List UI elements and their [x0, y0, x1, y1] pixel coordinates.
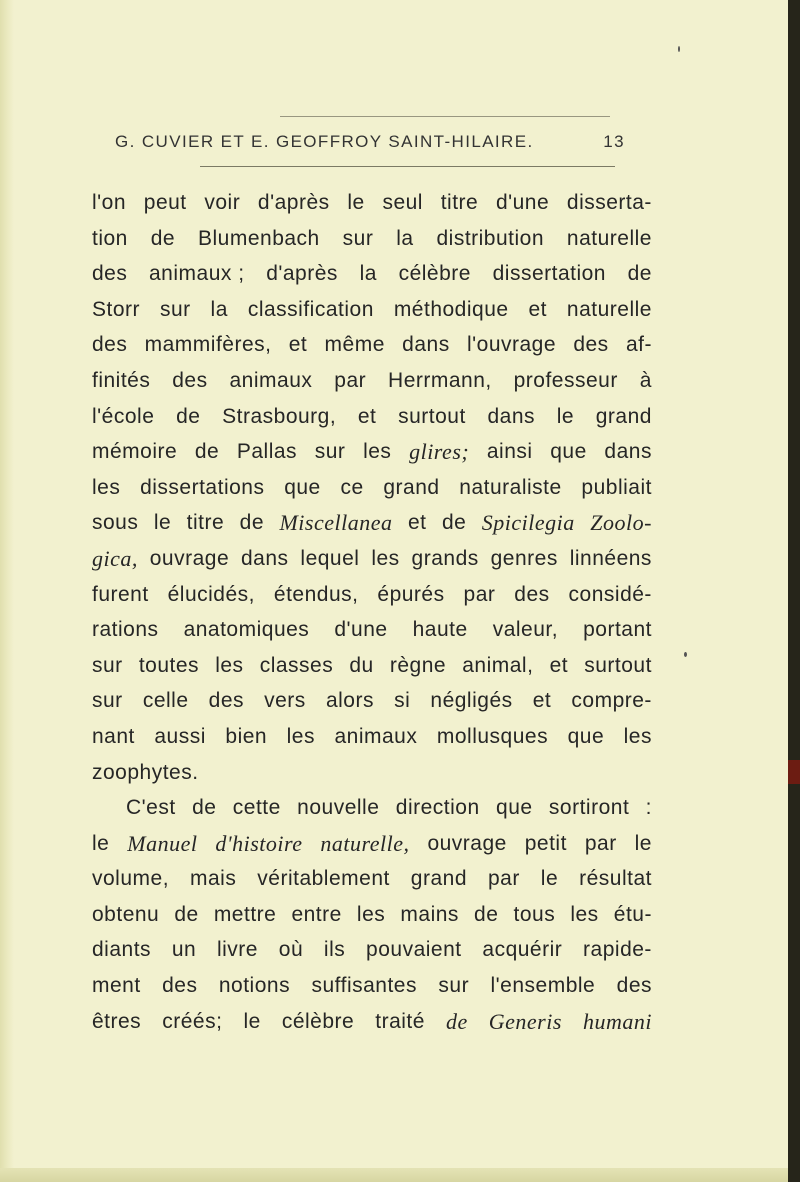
word: notions — [218, 974, 291, 998]
word: par — [487, 867, 520, 891]
word: des — [172, 368, 208, 392]
word: le — [153, 511, 172, 535]
word: rations — [92, 618, 159, 642]
word: les — [92, 475, 121, 499]
word: humani — [582, 1008, 652, 1034]
word: sur — [159, 297, 191, 321]
word: célèbre — [281, 1009, 355, 1033]
word: furent — [92, 582, 149, 606]
word: toutes — [138, 653, 200, 677]
word: lequel — [300, 546, 360, 570]
word: ce — [340, 475, 364, 499]
word: ouvrage — [427, 831, 507, 855]
word: le — [634, 831, 652, 855]
text-line — [92, 434, 652, 470]
word: mais — [189, 867, 237, 891]
word: mémoire — [92, 440, 178, 464]
word: vers — [264, 689, 306, 713]
word: étendus, — [273, 582, 359, 606]
word: du — [349, 653, 374, 677]
word: valeur, — [492, 618, 559, 642]
word: de — [150, 226, 176, 250]
word: par — [334, 368, 367, 392]
word: de — [445, 1008, 468, 1034]
word: ment — [92, 974, 141, 998]
word: C'est — [126, 796, 176, 820]
word: que — [550, 440, 587, 464]
text-line — [92, 719, 652, 755]
word: sur — [342, 226, 374, 250]
word: classes — [259, 653, 334, 677]
word: des — [92, 262, 128, 286]
text-line — [92, 399, 652, 435]
word: aussi — [154, 724, 206, 748]
text-line — [92, 363, 652, 399]
word: suffisantes — [311, 974, 417, 998]
word: mains — [400, 902, 459, 926]
word: de — [192, 796, 217, 820]
word: compre- — [571, 689, 652, 713]
word: le — [243, 1009, 261, 1033]
word: alors — [325, 689, 374, 713]
word: tous — [513, 902, 556, 926]
word: de — [174, 902, 199, 926]
word: af- — [625, 333, 652, 357]
word: glires; — [409, 439, 470, 465]
word: Miscellanea — [279, 510, 393, 536]
ink-speck — [684, 652, 687, 657]
word: célèbre — [398, 262, 471, 286]
word: de — [627, 262, 652, 286]
running-header — [115, 132, 625, 152]
word: publiait — [581, 475, 652, 499]
word: négligés — [430, 689, 513, 713]
text-line — [92, 292, 652, 328]
text-line — [92, 932, 652, 968]
text-line — [92, 826, 652, 862]
word: dans — [487, 404, 536, 428]
word: que — [284, 475, 321, 499]
word: ils — [323, 938, 346, 962]
text-line — [92, 221, 652, 257]
word: grand — [595, 404, 652, 428]
word: nant — [92, 724, 135, 748]
word: mammifères, — [144, 333, 272, 357]
word: résultat — [579, 867, 652, 891]
running-title: G. CUVIER ET E. GEOFFROY SAINT-HILAIRE. — [115, 132, 534, 151]
word: Spicilegia — [481, 510, 575, 536]
word: véritablement — [257, 867, 390, 891]
word: direction — [395, 796, 480, 820]
word: sur — [92, 689, 123, 713]
word: de — [176, 404, 201, 428]
word: les — [286, 724, 315, 748]
page-gutter-shadow — [0, 0, 14, 1182]
word: Generis — [488, 1008, 562, 1034]
word: genres — [490, 546, 558, 570]
text-line — [92, 790, 652, 826]
book-cover-edge — [788, 0, 800, 1182]
word: et — [528, 297, 547, 321]
word: où — [278, 938, 304, 962]
word: et — [407, 511, 427, 535]
word: l'école — [92, 404, 155, 428]
word: d'une — [334, 618, 388, 642]
word: par — [463, 582, 496, 606]
word: des — [208, 689, 244, 713]
word: classification — [247, 297, 374, 321]
word: le — [92, 831, 110, 855]
text-line — [92, 755, 652, 791]
word: Zoolo- — [590, 510, 652, 536]
text-line — [92, 648, 652, 684]
word: les — [570, 902, 599, 926]
word: des — [92, 333, 128, 357]
word: des — [573, 333, 609, 357]
word: ouvrage — [149, 546, 230, 570]
text-line — [92, 612, 652, 648]
word: la — [359, 262, 377, 286]
text-line — [92, 256, 652, 292]
word: à — [639, 368, 652, 392]
word: étu- — [613, 902, 652, 926]
word: la — [210, 297, 228, 321]
word: naturelle — [566, 297, 652, 321]
ink-speck — [678, 46, 680, 52]
word: animaux — [334, 724, 418, 748]
word: animal, — [462, 653, 534, 677]
word: titre — [440, 191, 479, 214]
word: voir — [204, 191, 241, 214]
word: les — [215, 653, 244, 677]
word: grands — [411, 546, 479, 570]
word: surtout — [584, 653, 652, 677]
word: Storr — [92, 297, 141, 321]
word: considé- — [568, 582, 652, 606]
word: d'après — [266, 262, 338, 286]
cover-red-mark — [788, 760, 800, 784]
word: linnéens — [569, 546, 652, 570]
word: finités — [92, 368, 151, 392]
word: de — [474, 902, 499, 926]
word: de — [239, 511, 264, 535]
word: Herrmann, — [388, 368, 492, 392]
word: élucidés, — [167, 582, 255, 606]
page-number: 13 — [603, 132, 625, 151]
word: dissertations — [140, 475, 265, 499]
word: ainsi — [486, 440, 533, 464]
word: : — [645, 796, 652, 820]
word: seul — [382, 191, 423, 214]
text-line — [92, 683, 652, 719]
text-line — [92, 541, 652, 577]
word: naturelle — [566, 226, 652, 250]
word: par — [584, 831, 617, 855]
word: rapide- — [583, 938, 652, 962]
word: naturaliste — [459, 475, 562, 499]
word: dans — [604, 440, 652, 464]
body-text — [92, 185, 652, 1039]
word: sortiront — [548, 796, 630, 820]
word: grand — [383, 475, 440, 499]
word: sur — [438, 974, 470, 998]
text-line — [92, 897, 652, 933]
word: si — [394, 689, 411, 713]
text-line — [92, 185, 652, 221]
word: anatomiques — [183, 618, 310, 642]
word: de — [194, 440, 220, 464]
text-line — [92, 470, 652, 506]
text-line — [92, 327, 652, 363]
word: et — [549, 653, 569, 677]
word: l'ouvrage — [466, 333, 557, 357]
word: les — [356, 902, 386, 926]
word: de — [441, 511, 467, 535]
text-line — [92, 505, 652, 541]
word: dissertation — [492, 262, 606, 286]
word: Pallas — [236, 440, 298, 464]
word: Blumenbach — [198, 226, 320, 250]
word: mettre — [213, 902, 277, 926]
word: et — [288, 333, 308, 357]
text-line — [92, 861, 652, 897]
word: Strasbourg, — [222, 404, 337, 428]
word: portant — [583, 618, 652, 642]
word: d'après — [257, 191, 330, 214]
header-top-rule — [280, 116, 610, 117]
word: des — [514, 582, 550, 606]
word: acquérir — [482, 938, 563, 962]
word: naturelle, — [320, 830, 410, 856]
word: petit — [524, 831, 567, 855]
word: haute — [412, 618, 468, 642]
word: Manuel — [127, 830, 198, 856]
word: un — [171, 938, 197, 962]
word: peut — [143, 191, 187, 214]
word: mollusques — [436, 724, 549, 748]
text-line — [92, 968, 652, 1004]
word: distribution — [436, 226, 545, 250]
word: les — [363, 440, 392, 464]
word: disserta- — [566, 191, 652, 214]
word: surtout — [398, 404, 466, 428]
word: des — [616, 974, 652, 998]
word: et — [532, 689, 552, 713]
word: dans — [402, 333, 450, 357]
word: méthodique — [393, 297, 509, 321]
word: épurés — [377, 582, 445, 606]
text-line — [92, 577, 652, 613]
word: les — [371, 546, 400, 570]
word: des — [162, 974, 198, 998]
word: dans — [241, 546, 289, 570]
word: entre — [291, 902, 342, 926]
word: animaux ; — [149, 262, 245, 286]
word: que — [567, 724, 605, 748]
word: le — [347, 191, 365, 214]
word: le — [540, 867, 559, 891]
word: obtenu — [92, 902, 160, 926]
word: diants — [92, 938, 152, 962]
word: celle — [142, 689, 189, 713]
word: zoophytes. — [92, 760, 199, 784]
word: d'une — [495, 191, 550, 214]
text-line — [92, 1004, 652, 1040]
word: professeur — [513, 368, 618, 392]
word: l'on — [92, 191, 127, 214]
word: la — [396, 226, 414, 250]
word: sous — [92, 511, 139, 535]
word: cette — [232, 796, 281, 820]
word: même — [324, 333, 385, 357]
word: le — [556, 404, 575, 428]
word: sur — [314, 440, 346, 464]
page-bottom-edge — [0, 1168, 788, 1182]
header-rule — [200, 166, 615, 167]
word: bien — [225, 724, 268, 748]
word: tion — [92, 226, 128, 250]
word: règne — [389, 653, 447, 677]
word: gica, — [92, 545, 138, 571]
word: d'histoire — [215, 830, 303, 856]
word: sur — [92, 653, 123, 677]
word: les — [623, 724, 652, 748]
word: que — [496, 796, 533, 820]
word: animaux — [229, 368, 313, 392]
word: êtres — [92, 1009, 142, 1033]
word: livre — [216, 938, 258, 962]
word: grand — [410, 867, 468, 891]
word: et — [357, 404, 377, 428]
word: traité — [375, 1009, 425, 1033]
word: volume, — [92, 867, 170, 891]
word: titre — [186, 511, 225, 535]
word: nouvelle — [297, 796, 380, 820]
word: pouvaient — [366, 938, 462, 962]
word: l'ensemble — [490, 974, 596, 998]
word: créés; — [162, 1009, 223, 1033]
